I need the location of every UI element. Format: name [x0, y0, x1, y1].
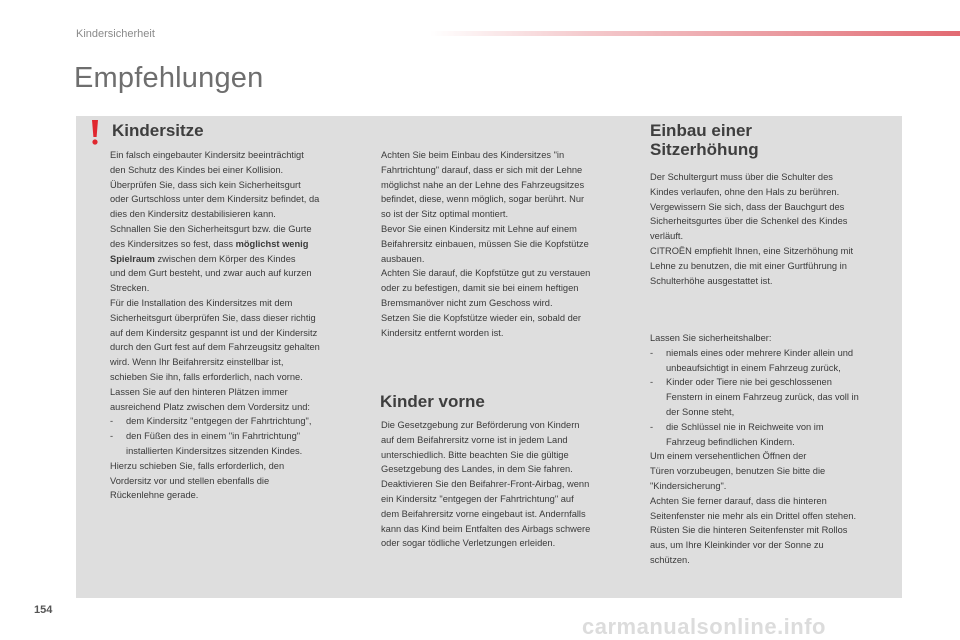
- right-column-text: Der Schultergurt muss über die Schulter des Kindes verlaufen, ohne den Hals zu berühren. Vergewissern Sie sich, dass der Bauchgurt des Sicherheitsgurtes über die Schenkel des Kindes verläuft. CITROËN empfiehlt Ihnen, eine Sitzerhöhung mit Lehne zu benutzen, die mit einer Gurtführung in Schulterhöhe ausgestattet ist.: [650, 172, 854, 286]
- warning-exclamation-icon: [84, 118, 106, 146]
- middle-column-text: Achten Sie beim Einbau des Kindersitzes "in Fahrtrichtung" darauf, dass er sich mit der Lehne möglichst nahe an der Lehne des Fahrzeugsitzes befindet, diese, wenn möglich, sogar berührt. Nur so ist der Sitz optimal montiert. Bevor Sie einen Kindersitz mit Lehne auf einem Beifahrersitz einbauen, müssen Sie die Kopfstütze ausbauen. Achten Sie darauf, die Kopfstütze gut zu verstauen oder zu befestigen, damit sie bei einem heftigen Bremsmanöver nicht zum Geschoss wird. Setzen Sie die Kopfstütze wieder ein, sobald der Kindersitz entfernt worden ist.: [381, 150, 591, 338]
- right-closing-text: Um einem versehentlichen Öffnen der Türen vorzubeugen, benutzen Sie bitte die "Kindersicherung". Achten Sie ferner darauf, dass die hinteren Seitenfenster nie mehr als ein Drittel offen stehen. Rüsten Sie die hinteren Seitenfenster mit Rollos aus, um Ihre Kleinkinder vor der Sonne zu schützen.: [650, 451, 857, 565]
- left-list-item-1-text: dem Kindersitz "entgegen der Fahrtrichtung",: [126, 416, 312, 427]
- left-list-item-2-text: den Füßen des in einem "in Fahrtrichtung" installierten Kindersitzes sitzenden Kindes.: [126, 431, 303, 456]
- right-list-item-3: [650, 420, 902, 450]
- heading-einbau-sitzerhoehung: Einbau einer Sitzerhöhung: [650, 121, 759, 159]
- left-paragraph-2: zwischen dem Körper des Kindes und dem Gurt besteht, und zwar auch auf kurzen Strecken. Für die Installation des Kindersitzes mit dem Sicherheitsgurt überprüfen Sie, dass dieser richtig auf dem Kindersitz gespannt ist und der Kindersitz durch den Gurt fest auf dem Fahrzeugsitz gehalten wird. Wenn Ihr Beifahrersitz einstellbar ist, schieben Sie ihn, falls erforderlich, nach vorne. Lassen Sie auf den hinteren Plätzen immer ausreichend Platz zwischen dem Vordersitz und:: [110, 253, 320, 412]
- bullet-dash: -: [650, 421, 654, 432]
- left-paragraph-3: Hierzu schieben Sie, falls erforderlich, den Vordersitz vor und stellen ebenfalls die Rückenlehne gerade.: [110, 460, 285, 501]
- bullet-dash: -: [110, 431, 114, 442]
- page-number: 154: [34, 604, 53, 616]
- right-list-item-1: [650, 346, 902, 376]
- heading-kindersitze: Kindersitze: [112, 121, 204, 140]
- middle-column-text-2: Die Gesetzgebung zur Beförderung von Kindern auf dem Beifahrersitz vorne ist in jedem Land unterschiedlich. Bitte beachten Sie die gültige Gesetzgebung des Landes, in dem Sie fahren. Deaktivieren Sie den Beifahrer-Front-Airbag, wenn ein Kindersitz "entgegen der Fahrtrichtung" auf dem Beifahrersitz vorne eingebaut ist. Andernfalls kann das Kind beim Entfalten des Airbags schwere oder sogar tödliche Verletzungen erleiden.: [381, 420, 591, 549]
- page-title: Empfehlungen: [74, 62, 264, 94]
- left-list-item-1: [110, 414, 360, 429]
- right-list-item-3-text: die Schlüssel nie in Reichweite von im Fahrzeug befindlichen Kindern.: [666, 421, 824, 447]
- bullet-dash: -: [650, 347, 654, 358]
- right-list-intro: Lassen Sie sicherheitshalber:: [650, 333, 772, 343]
- right-list-item-1-text: niemals eines oder mehrere Kinder allein und unbeaufsichtigt in einem Fahrzeug zurück,: [666, 347, 854, 373]
- heading-kinder-vorne: Kinder vorne: [380, 392, 485, 411]
- bullet-dash: -: [650, 377, 654, 388]
- left-list-item-2: [110, 429, 360, 459]
- header-accent-rule: [430, 31, 960, 36]
- section-label: Kindersicherheit: [76, 28, 155, 40]
- left-paragraph-1: Ein falsch eingebauter Kindersitz beeinträchtigt den Schutz des Kindes bei einer Kollision. Überprüfen Sie, dass sich kein Sicherheitsgurt oder Gurtschloss unter dem Kindersitz befindet, da dies den Kindersitz destabilisieren kann. Schnallen Sie den Sicherheitsgurt bzw. die Gurte des Kindersitzes so fest, dass: [110, 150, 320, 249]
- right-column-list-block: [650, 331, 902, 568]
- left-bold-emphasis: möglichst wenig Spielraum: [110, 238, 309, 264]
- right-list-item-2-text: Kinder oder Tiere nie bei geschlossenen Fenstern in einem Fahrzeug zurück, das voll in der Sonne steht,: [666, 377, 859, 417]
- left-column-text: [110, 148, 360, 503]
- bullet-dash: -: [110, 416, 114, 427]
- watermark: carmanualsonline.info: [582, 614, 826, 639]
- right-list-item-2: [650, 375, 902, 419]
